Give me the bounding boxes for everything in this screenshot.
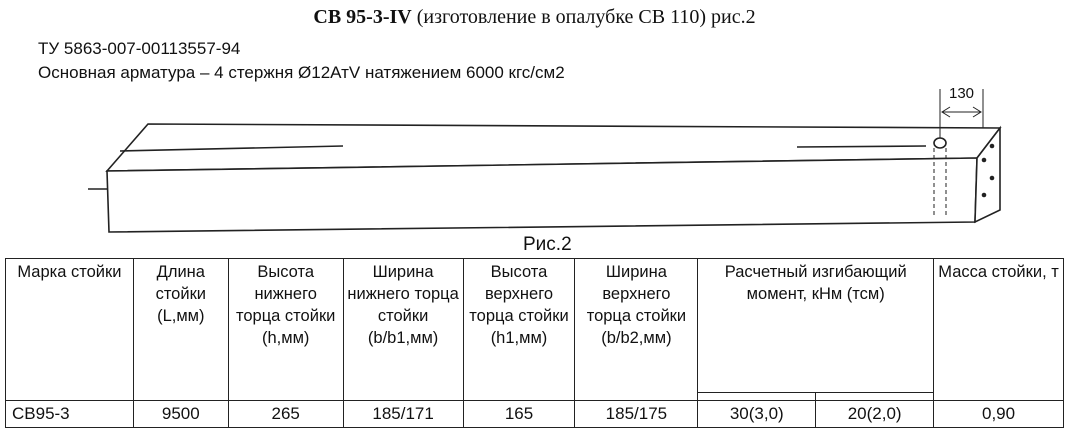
spec-table [5, 258, 1064, 428]
spec-line: ТУ 5863-007-00113557-94 [38, 39, 241, 58]
cell-bottom-width: 185/171 [343, 401, 463, 428]
rebar-dot-1 [990, 144, 995, 149]
rebar-dot-2 [982, 158, 987, 163]
rebar-line-left [120, 146, 343, 151]
cell-mark: СВ95-3 [6, 401, 134, 428]
cell-moment-1: 30(3,0) [698, 401, 816, 428]
header-mark: Марка стойки [6, 259, 134, 401]
header-top-width: Ширина верхнего торца стойки (b/b2,мм) [575, 259, 698, 401]
rebar-dot-3 [990, 176, 995, 181]
cell-length: 9500 [133, 401, 228, 428]
cell-top-height: 165 [463, 401, 575, 428]
header-length: Длина стойки (L,мм) [133, 259, 228, 401]
header-moment-sub-1 [698, 392, 816, 400]
cell-bottom-height: 265 [228, 401, 343, 428]
header-top-height: Высота верхнего торца стойки (h1,мм) [463, 259, 575, 401]
dimension-label: 130 [949, 85, 975, 102]
table-row [6, 401, 1064, 428]
figure-caption: Рис.2 [523, 234, 572, 255]
title-rest: (изготовление в опалубке СВ 110) рис.2 [411, 6, 756, 28]
mounting-hole [934, 138, 946, 148]
header-moment-sub-2 [816, 392, 934, 400]
header-moment: Расчетный изгибающий момент, кНм (тсм) [698, 259, 934, 393]
header-bottom-width: Ширина нижнего торца стойки (b/b1,мм) [343, 259, 463, 401]
pole-end-face [975, 128, 1000, 222]
rebar-dot-4 [982, 193, 987, 198]
cell-moment-2: 20(2,0) [816, 401, 934, 428]
reinforcement-line: Основная арматура – 4 стержня Ø12АтV натяжением 6000 кгс/см2 [38, 63, 565, 82]
cell-top-width: 185/175 [575, 401, 698, 428]
title-bold: СВ 95-3-IV [313, 6, 412, 28]
rebar-line-right [797, 146, 926, 147]
header-bottom-height: Высота нижнего торца стойки (h,мм) [228, 259, 343, 401]
pole-front-face [107, 158, 977, 232]
cell-mass: 0,90 [934, 401, 1064, 428]
header-mass: Масса стойки, т [934, 259, 1064, 401]
